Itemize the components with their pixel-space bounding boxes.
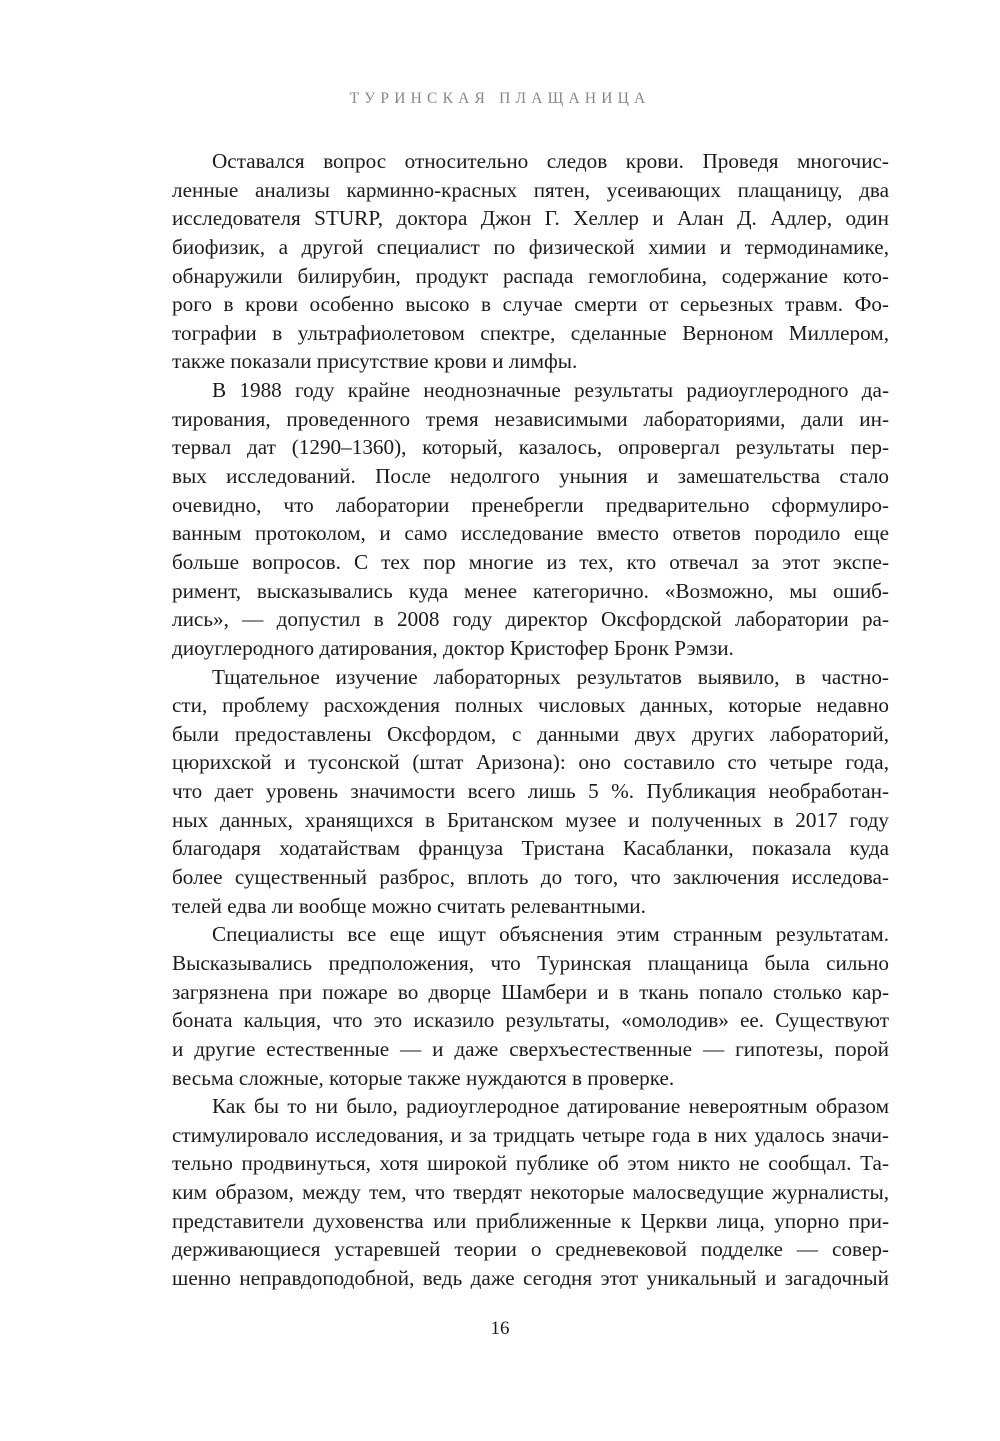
text-line: вых исследований. После недолгого уныния и замешательства стало: [172, 464, 889, 489]
text-line: сти, проблему расхождения полных числовых данных, которые недавно: [172, 693, 889, 718]
text-line: больше вопросов. С тех пор многие из тех, кто отвечал за этот экспе-: [172, 549, 889, 574]
text-line: тографии в ультрафиолетовом спектре, сделанные Верноном Миллером,: [172, 320, 889, 345]
text-line: также показали присутствие крови и лимфы.: [172, 349, 578, 374]
text-line: ким образом, между тем, что твердят некоторые малосведущие журналисты,: [172, 1180, 889, 1205]
text-line: диоуглеродного датирования, доктор Кристофер Бронк Рэмзи.: [172, 635, 734, 660]
text-line: В 1988 году крайне неоднозначные результаты радиоуглеродного да-: [212, 378, 889, 403]
text-line: Тщательное изучение лабораторных результатов выявило, в частно-: [212, 664, 889, 689]
text-line: тельно продвинуться, хотя широкой публике об этом никто не сообщал. Та-: [172, 1151, 889, 1176]
text-line: ленные анализы карминно-красных пятен, усеивающих плащаницу, два: [172, 177, 889, 202]
paragraph: [172, 920, 889, 1092]
text-line: были предоставлены Оксфордом, с данными двух других лабораторий,: [172, 721, 889, 746]
text-line: весьма сложные, которые также нуждаются в проверке.: [172, 1065, 675, 1090]
paragraph: [172, 376, 889, 662]
text-line: тервал дат (1290–1360), который, казалось, опровергал результаты пер-: [172, 435, 889, 460]
text-line: Оставался вопрос относительно следов крови. Проведя многочис-: [212, 149, 889, 173]
paragraph: [172, 147, 889, 376]
text-line: биофизик, а другой специалист по физической химии и термодинамике,: [172, 234, 889, 259]
text-line: держивающиеся устаревшей теории о средневековой подделке — совер-: [172, 1237, 889, 1262]
text-line: рого в крови особенно высоко в случае смерти от серьезных травм. Фо-: [172, 292, 889, 317]
running-head: ТУРИНСКАЯ ПЛАЩАНИЦА: [349, 90, 651, 107]
text-line: стимулировало исследования, и за тридцать четыре года в них удалось значи-: [172, 1122, 889, 1147]
text-line: благодаря ходатайствам француза Тристана Касабланки, показала куда: [172, 836, 889, 861]
text-line: очевидно, что лаборатории пренебрегли предварительно сформулиро-: [172, 492, 889, 517]
text-line: Высказывались предположения, что Туринская плащаница была сильно: [172, 950, 889, 975]
text-line: боната кальция, что это исказило результаты, «омолодив» ее. Существуют: [172, 1008, 889, 1033]
text-line: и другие естественные — и даже сверхъестественные — гипотезы, порой: [172, 1036, 889, 1061]
text-line: Как бы то ни было, радиоуглеродное датирование невероятным образом: [212, 1094, 889, 1119]
paragraph: [172, 1092, 889, 1292]
text-line: исследователя STURP, доктора Джон Г. Хеллер и Алан Д. Адлер, один: [172, 206, 889, 231]
text-line: шенно неправдоподобной, ведь даже сегодня этот уникальный и загадочный: [172, 1265, 889, 1290]
text-line: римент, высказывались куда менее категорично. «Возможно, мы ошиб-: [172, 578, 889, 603]
page-number: 16: [490, 1318, 510, 1339]
text-line: Специалисты все еще ищут объяснения этим странным результатам.: [212, 922, 889, 947]
text-line: представители духовенства или приближенные к Церкви лица, упорно при-: [172, 1208, 889, 1233]
text-line: тирования, проведенного тремя независимыми лабораториями, дали ин-: [172, 406, 889, 431]
text-line: лись», — допустил в 2008 году директор Оксфордской лаборатории ра-: [172, 607, 889, 632]
text-line: ванным протоколом, и само исследование вместо ответов породило еще: [172, 521, 889, 546]
text-line: телей едва ли вообще можно считать релевантными.: [172, 893, 646, 918]
text-line: загрязнена при пожаре во дворце Шамбери и в ткань попало столько кар-: [172, 979, 889, 1004]
text-line: цюрихской и тусонской (штат Аризона): оно составило сто четыре года,: [172, 750, 889, 775]
body-text: [172, 147, 889, 1293]
text-line: обнаружили билирубин, продукт распада гемоглобина, содержание кото-: [172, 263, 889, 288]
text-line: более существенный разброс, вплоть до того, что заключения исследова-: [172, 865, 889, 890]
paragraph: [172, 663, 889, 921]
text-line: что дает уровень значимости всего лишь 5 %. Публикация необработан-: [172, 779, 889, 804]
text-line: ных данных, хранящихся в Британском музее и полученных в 2017 году: [172, 807, 889, 832]
